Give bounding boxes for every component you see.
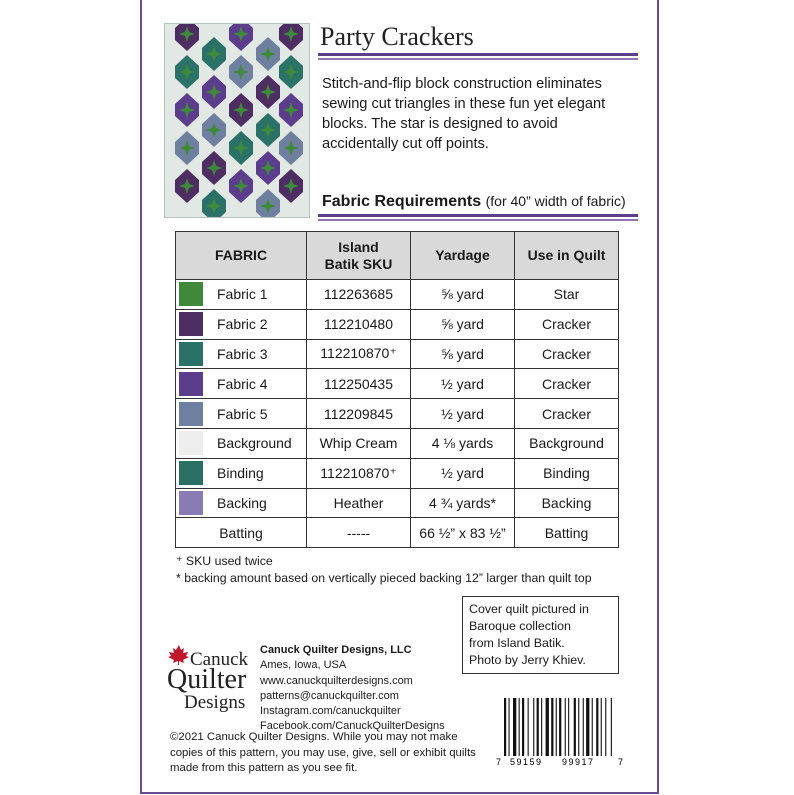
barcode-bar <box>565 698 566 756</box>
contact-instagram-link[interactable]: Instagram.com/canuckquilter <box>260 705 401 718</box>
pattern-description: Stitch-and-flip block construction eliminates sewing cut triangles in these fun yet elegant blocks. The star is designed to avoid accidentally cut off points. <box>322 76 606 152</box>
cell-sku: 112210870⁺ <box>307 339 411 369</box>
contact-location: Ames, Iowa, USA <box>260 659 347 672</box>
cover-credit-line: Photo by Jerry Khiev. <box>469 653 586 667</box>
cell-fabric <box>176 339 307 369</box>
cell-fabric <box>176 458 307 488</box>
cell-use: Cracker <box>515 309 619 339</box>
cell-yardage: ⅝ yard <box>411 309 515 339</box>
barcode-bar <box>568 698 569 756</box>
fabric-name: Background <box>217 435 292 452</box>
backing-note: * backing amount based on vertically pieced backing 12” larger than quilt top <box>176 571 592 585</box>
logo-text-canuck: Canuck <box>190 649 249 670</box>
fabric-swatch <box>179 402 203 426</box>
cell-sku: Heather <box>307 488 411 518</box>
fabric-name: Fabric 1 <box>217 286 268 303</box>
cell-fabric <box>176 488 307 518</box>
fabric-requirements-subtitle: (for 40” width of fabric) <box>485 193 626 209</box>
cell-fabric <box>176 309 307 339</box>
fabric-name: Fabric 5 <box>217 405 268 422</box>
barcode-bar <box>513 698 516 756</box>
fabric-name: Batting <box>219 524 263 541</box>
table-row <box>176 488 619 518</box>
cell-fabric <box>176 369 307 399</box>
cell-use: Cracker <box>515 399 619 429</box>
cover-credit-line: Baroque collection <box>469 619 571 633</box>
contact-facebook-link[interactable]: Facebook.com/CanuckQuilterDesigns <box>260 720 445 733</box>
cell-sku: 112210480 <box>307 309 411 339</box>
quilt-illustration <box>165 24 309 217</box>
table-row <box>176 309 619 339</box>
fabric-swatch <box>179 342 203 366</box>
column-header-use: Use in Quilt <box>515 232 619 280</box>
column-header-sku-label: Island Batik SKU <box>324 238 393 272</box>
quilt-cover-image <box>164 23 310 218</box>
cell-sku: 112210870⁺ <box>307 458 411 488</box>
cell-fabric <box>176 399 307 429</box>
barcode-bar <box>592 698 593 756</box>
cell-use: Cracker <box>515 339 619 369</box>
cell-yardage: ½ yard <box>411 399 515 429</box>
fabric-requirements-heading <box>322 193 626 211</box>
fabric-name: Fabric 4 <box>217 375 268 392</box>
table-row <box>176 369 619 399</box>
barcode-bar <box>551 698 553 756</box>
cell-fabric <box>176 280 307 310</box>
cell-sku: 112209845 <box>307 399 411 429</box>
barcode-bar <box>528 698 529 756</box>
cover-credit-line: from Island Batik. <box>469 636 565 650</box>
barcode-bar <box>537 698 539 756</box>
barcode-bar <box>601 698 602 756</box>
barcode-graphic <box>496 696 626 766</box>
barcode-bar <box>578 698 579 756</box>
cell-yardage: ½ yard <box>411 369 515 399</box>
barcode-bar <box>596 698 598 756</box>
barcode-bar <box>509 698 510 756</box>
logo-text-designs: Designs <box>184 692 246 713</box>
company-name: Canuck Quilter Designs, LLC <box>260 644 412 656</box>
barcode-bar <box>559 698 561 756</box>
barcode-bar <box>586 698 589 756</box>
fabric-requirements-table <box>175 231 619 548</box>
fabric-swatch <box>179 372 203 396</box>
barcode-bar <box>541 698 542 756</box>
cell-use: Backing <box>515 488 619 518</box>
barcode-bar <box>546 698 549 756</box>
fabric-swatch <box>179 282 203 306</box>
contact-website-link[interactable]: www.canuckquilterdesigns.com <box>260 674 413 687</box>
table-header-row <box>176 232 619 280</box>
cell-sku: 112250435 <box>307 369 411 399</box>
cell-use: Cracker <box>515 369 619 399</box>
contact-email-link[interactable]: patterns@canuckquilter.com <box>260 689 399 702</box>
barcode-digit-end: 7 <box>618 757 624 766</box>
barcode-bar <box>519 698 520 756</box>
barcode-bar <box>533 698 534 756</box>
cover-credit-box <box>462 596 619 674</box>
contact-info <box>260 643 445 735</box>
fabric-swatch <box>179 431 203 455</box>
barcode-bar <box>611 698 612 756</box>
fabric-name: Fabric 3 <box>217 345 268 362</box>
fabric-requirements-title: Fabric Requirements <box>322 193 482 210</box>
fabric-swatch <box>179 312 203 336</box>
barcode-digit-group-right: 99917 <box>562 757 595 766</box>
barcode-bar <box>605 698 606 756</box>
table-row <box>176 458 619 488</box>
requirements-rule <box>318 214 638 217</box>
barcode-bar <box>556 698 557 756</box>
cell-yardage: 4 ⅛ yards <box>411 428 515 458</box>
cell-yardage: 66 ½” x 83 ½” <box>411 518 515 548</box>
barcode-bar <box>574 698 576 756</box>
barcode-bar <box>504 698 506 756</box>
cell-fabric <box>176 428 307 458</box>
column-header-fabric: FABRIC <box>176 232 307 280</box>
cell-yardage: ⅝ yard <box>411 339 515 369</box>
table-row <box>176 339 619 369</box>
barcode <box>496 696 626 766</box>
column-header-yardage: Yardage <box>411 232 515 280</box>
cover-credit-line: Cover quilt pictured in <box>469 602 589 616</box>
cell-use: Background <box>515 428 619 458</box>
canuck-quilter-logo <box>166 644 252 714</box>
title-rule-secondary <box>318 58 638 60</box>
sku-note: ⁺ SKU used twice <box>176 554 273 568</box>
fabric-name: Binding <box>217 465 264 482</box>
fabric-name: Fabric 2 <box>217 316 268 333</box>
fabric-name: Backing <box>217 494 267 511</box>
cell-sku: Whip Cream <box>307 428 411 458</box>
barcode-digit-group-left: 59159 <box>510 757 543 766</box>
cell-use: Batting <box>515 518 619 548</box>
table-row <box>176 518 619 548</box>
table-row <box>176 280 619 310</box>
copyright-notice: ©2021 Canuck Quilter Designs. While you may not make copies of this pattern, you may use, give, sell or exhibit quilts made from this pattern as you see fit. <box>170 731 476 774</box>
cell-yardage: ⅝ yard <box>411 280 515 310</box>
cell-use: Star <box>515 280 619 310</box>
cell-sku: 112263685 <box>307 280 411 310</box>
cell-use: Binding <box>515 458 619 488</box>
fabric-swatch <box>179 491 203 515</box>
barcode-digit-start: 7 <box>496 757 502 766</box>
cell-fabric <box>176 518 307 548</box>
cell-yardage: 4 ¾ yards* <box>411 488 515 518</box>
column-header-sku <box>307 232 411 280</box>
table-row <box>176 399 619 429</box>
cell-yardage: ½ yard <box>411 458 515 488</box>
cell-sku: ----- <box>307 518 411 548</box>
requirements-rule-secondary <box>318 219 638 221</box>
barcode-bar <box>522 698 524 756</box>
logo-text-quilter: Quilter <box>167 664 247 695</box>
table-row <box>176 428 619 458</box>
barcode-bar <box>583 698 584 756</box>
title-rule <box>318 53 638 56</box>
fabric-swatch <box>179 461 203 485</box>
pattern-title: Party Crackers <box>320 22 474 51</box>
